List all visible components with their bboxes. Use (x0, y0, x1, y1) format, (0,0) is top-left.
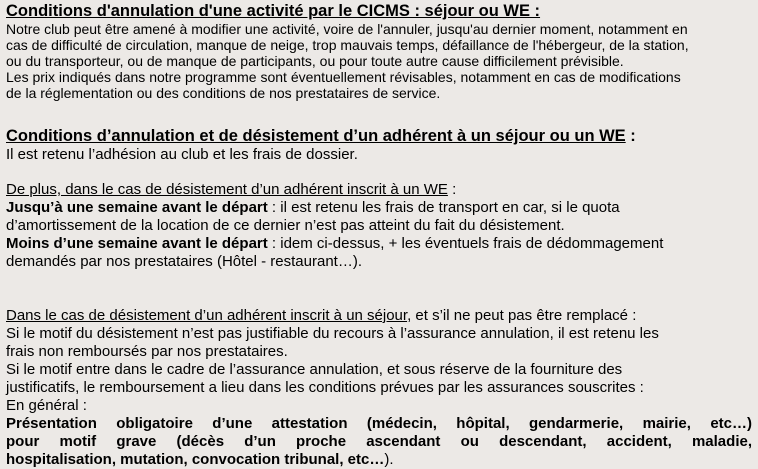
section-activity-cancellation (6, 2, 752, 101)
section-title-suffix: : (625, 127, 636, 145)
less-week-text: : idem ci-dessus, + les éventuels frais de dédommagement (267, 235, 664, 252)
paragraph-line: Les prix indiqués dans notre programme sont éventuellement révisables, notamment en cas de modifications (6, 69, 681, 85)
week-before-line (6, 199, 752, 217)
week-before-label: Jusqu’à une semaine avant le départ (6, 199, 268, 216)
spacer (6, 271, 752, 307)
motif-line: Si le motif du désistement n’est pas justifiable du recours à l’assurance annulation, il est retenu les (6, 325, 659, 342)
sejour-heading-text: Dans le cas de désistement d’un adhérent inscrit à un séjour (6, 307, 408, 324)
bold-requirement-line: pour motif grave (décès d’un proche ascendant ou descendant, accident, maladie, (6, 433, 752, 450)
section-title (6, 127, 752, 146)
less-week-label: Moins d’une semaine avant le départ (6, 235, 268, 252)
week-before-line-2: d’amortissement de la location de ce dernier n’est pas atteint du fait du désistement. (6, 217, 565, 234)
section-member-cancellation (6, 127, 752, 469)
intro-line: Il est retenu l’adhésion au club et les frais de dossier. (6, 146, 358, 163)
less-week-line (6, 235, 752, 253)
sejour-heading (6, 307, 752, 325)
spacer (6, 164, 752, 181)
cadre-line: Si le motif entre dans le cadre de l’assurance annulation, et sous réserve de la fourniture des (6, 361, 623, 378)
cadre-line-2: justificatifs, le remboursement a lieu dans les conditions prévues par les assurances souscrites : (6, 379, 644, 396)
general-line: En général : (6, 397, 87, 414)
we-heading (6, 181, 752, 199)
we-heading-suffix: : (447, 181, 457, 198)
paragraph-line: ou du transporteur, ou de manque de participants, ou pour toute autre cause difficilement prévisible. (6, 53, 624, 69)
paragraph-line: de la réglementation ou des conditions de nos prestataires de service. (6, 85, 441, 101)
paragraph-line: cas de difficulté de circulation, manque de neige, trop mauvais temps, défaillance de l'hébergeur, de la station, (6, 37, 689, 53)
bold-requirement-line: Présentation obligatoire d’une attestation (médecin, hôpital, gendarmerie, mairie, etc…) (6, 415, 752, 432)
bold-requirement-text: hospitalisation, mutation, convocation tribunal, etc… (6, 451, 385, 468)
bold-requirement-line-last (6, 451, 752, 469)
week-before-text: : il est retenu les frais de transport en car, si le quota (267, 199, 620, 216)
paragraph-line: Notre club peut être amené à modifier une activité, voire de l'annuler, jusqu'au dernier moment, notamment en (6, 21, 688, 37)
less-week-line-2: demandés par nos prestataires (Hôtel - restaurant…). (6, 253, 362, 270)
bold-requirement-suffix: ). (384, 451, 394, 468)
section-title-text: Conditions d’annulation et de désistement d’un adhérent à un séjour ou un WE (6, 127, 626, 145)
we-heading-text: De plus, dans le cas de désistement d’un adhérent inscrit à un WE (6, 181, 448, 198)
section-title: Conditions d'annulation d'une activité par le CICMS : séjour ou WE : (6, 2, 541, 20)
motif-line-2: frais non remboursés par nos prestataires. (6, 343, 288, 360)
sejour-heading-suffix: , et s’il ne peut pas être remplacé : (407, 307, 637, 324)
